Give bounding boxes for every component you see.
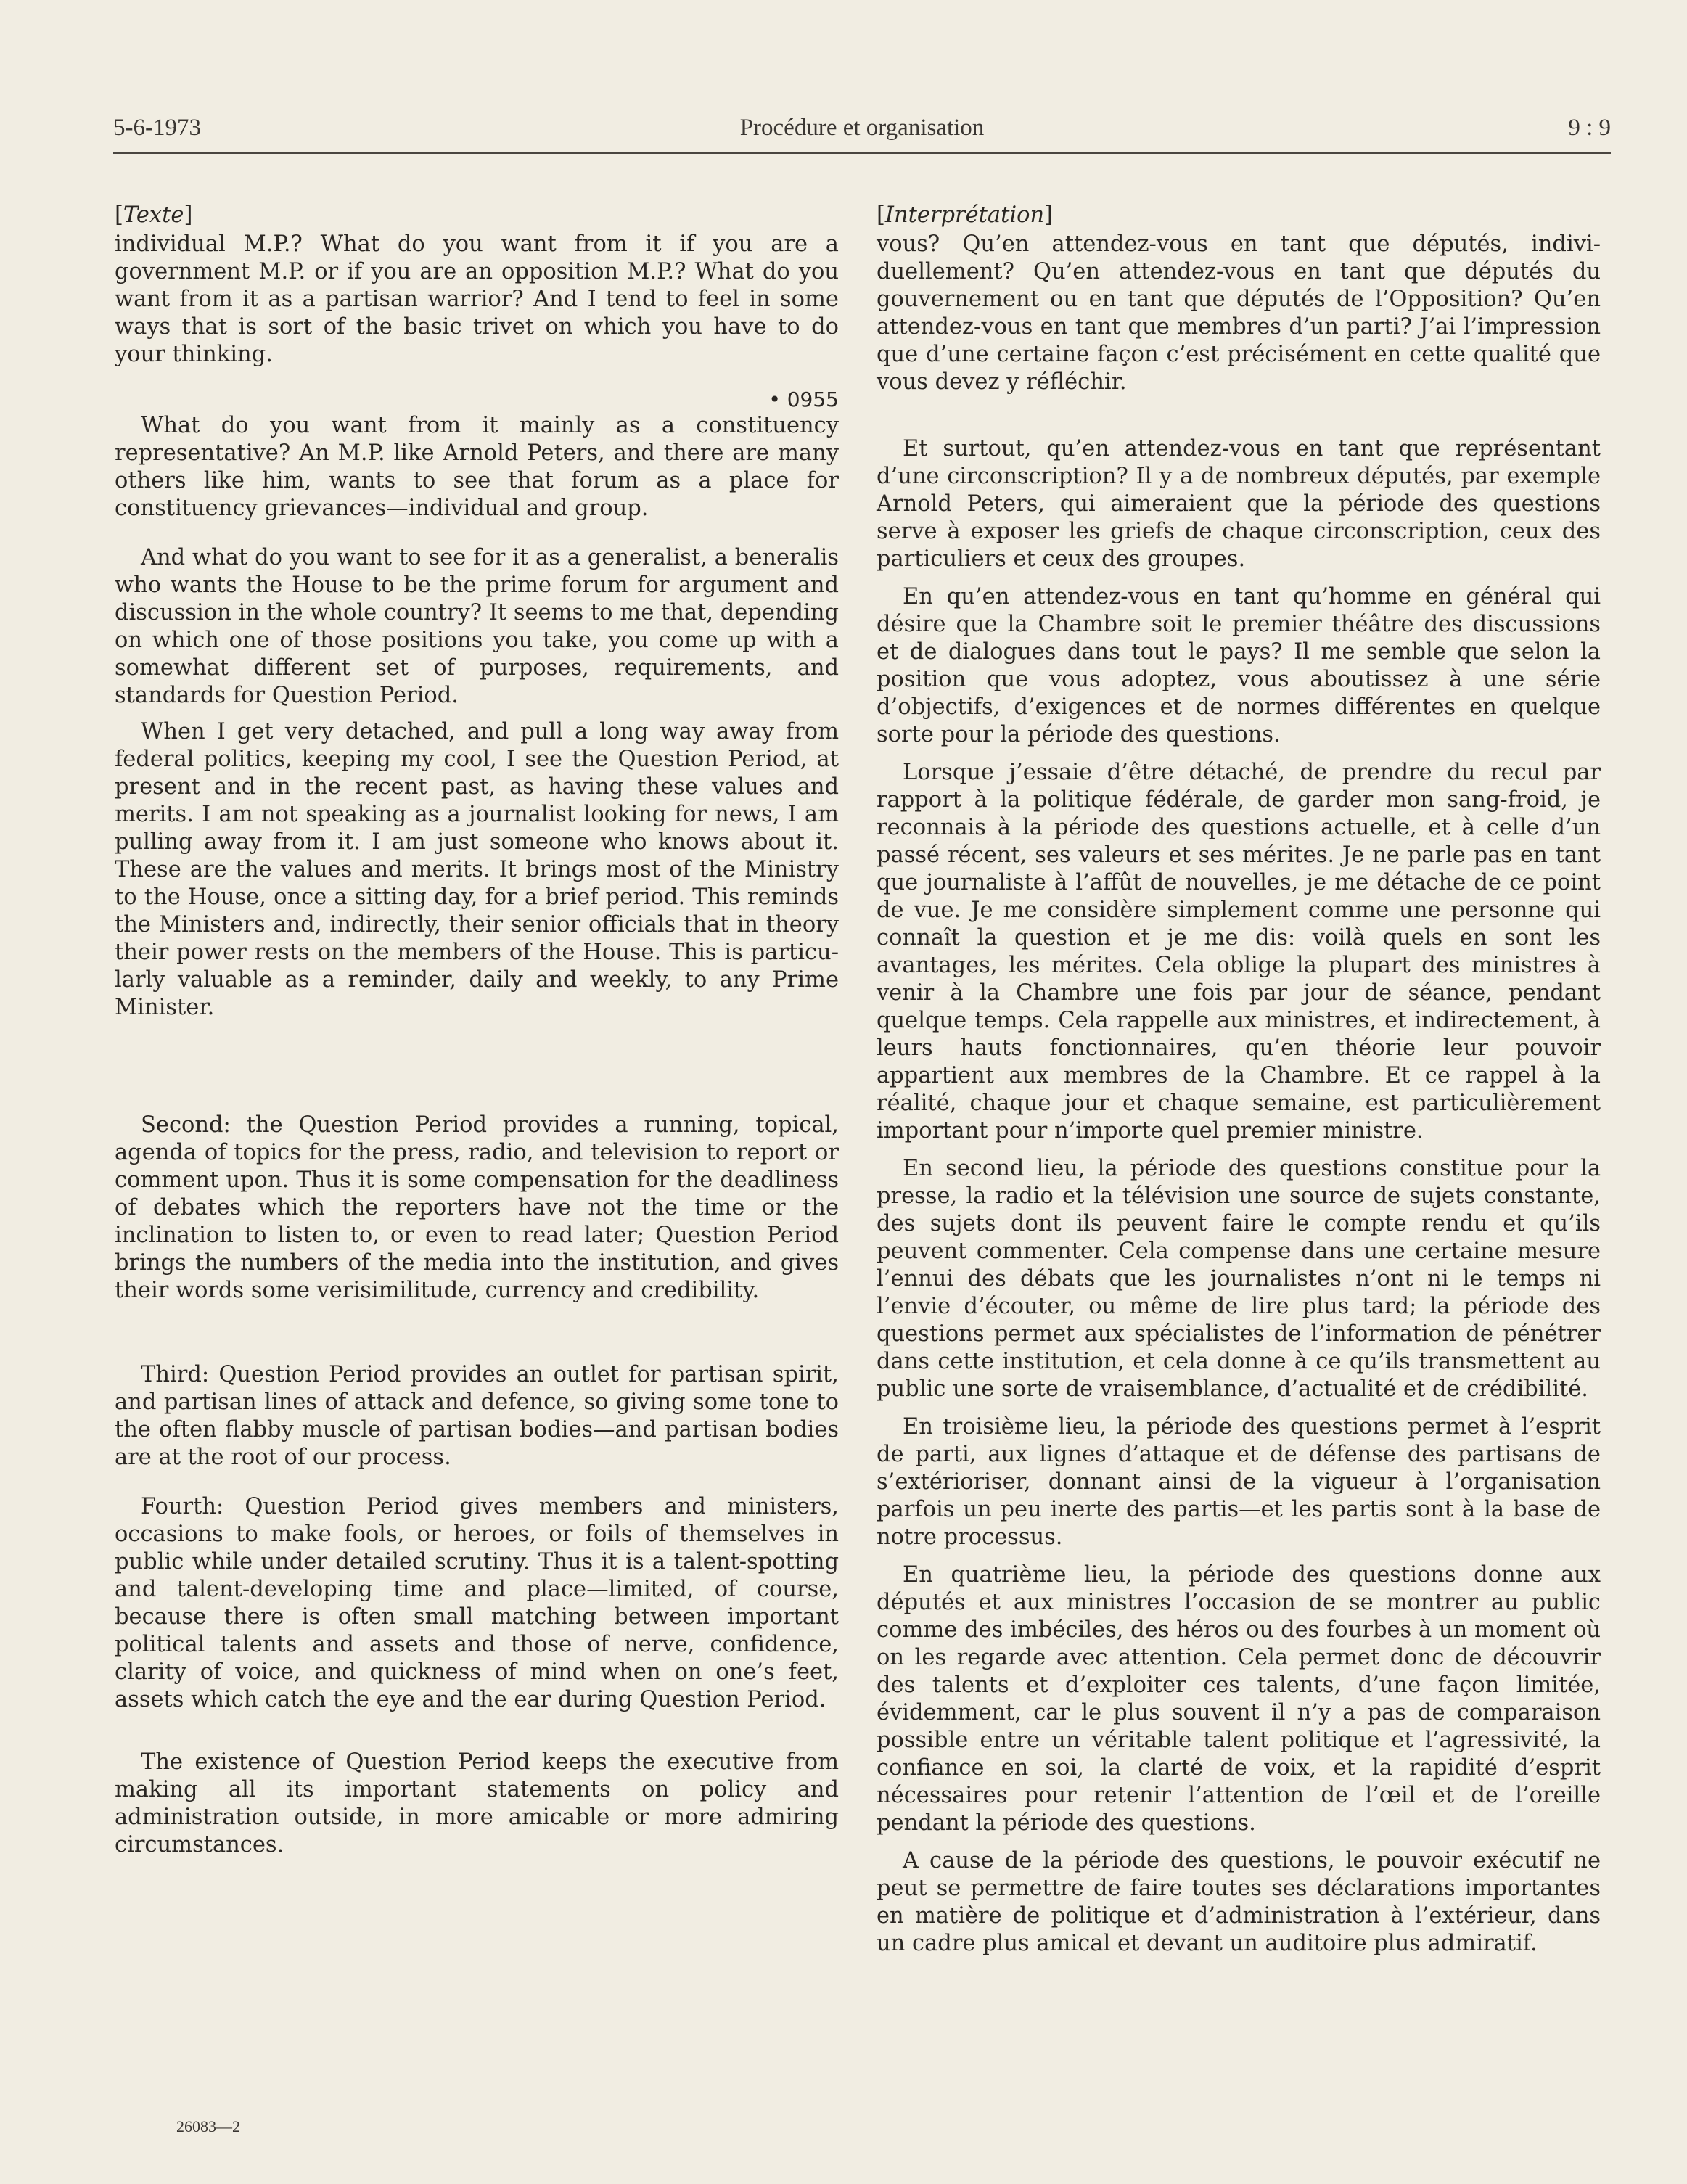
paragraph: Second: the Question Period provides a running, topical, agenda of topics for the press, radio, and television to report or comment upon. Thus it is some compensation for the deadliness of debates which the reporters have not the time or the inclination to listen to, or even to read later; Question Period brings the numbers of the media into the institution, and gives their words some verisimilitude, currency and credibility. bbox=[115, 1112, 839, 1303]
footer-code: 26083—2 bbox=[176, 2117, 240, 2135]
column-label-interpretation: [Interprétation] bbox=[877, 202, 1054, 228]
paragraph: When I get very detached, and pull a long way away from federal politics, keeping my cool, I see the Question Period, at present and in the recent past, as having these values and merits. I am not speaking as a journalist looking for news, I am pulling away from it. I am just someone who knows about it. These are the values and merits. It brings most of the Ministry to the House, once a sitting day, for a brief period. This reminds the Ministers and, indirectly, their senior officials that in theory their power rests on the members of the House. This is particularly valuable as a reminder, daily and weekly, to any Prime Minister. bbox=[115, 719, 839, 1020]
paragraph: En troisième lieu, la période des questions permet à l’esprit de parti, aux lignes d’attaque et de défense des partisans de s’extérioriser, donnant ainsi de la vigueur à l’organisation parfois un peu inerte des partis—et les partis sont à la base de notre processus. bbox=[877, 1414, 1601, 1550]
page-header bbox=[113, 115, 1611, 149]
paragraph: Fourth: Question Period gives members and ministers, occasions to make fools, or heroes, or foils of themselves in public while under detailed scrutiny. Thus it is a talent-spotting and talent-developing time and place—limited, of course, because there is often small matching between important political talents and assets and those of nerve, confidence, clarity of voice, and quickness of mind when on one’s feet, assets which catch the eye and the ear during Question Period. bbox=[115, 1494, 839, 1712]
paragraph: A cause de la période des questions, le pouvoir exécutif ne peut se permettre de faire toutes ses déclarations importantes en matière de politique et d’administration à l’extérieur, dans un cadre plus amical et devant un auditoire plus admiratif. bbox=[877, 1848, 1601, 1956]
paragraph: Et surtout, qu’en attendez-vous en tant que représentant d’une circonscription? Il y a de nombreux députés, par exemple Arnold Peters, qui aimeraient que la période des questions serve à exposer les griefs de chaque circonscription, ceux des particuliers et ceux des groupes. bbox=[877, 436, 1601, 572]
header-page-number: 9 : 9 bbox=[1568, 115, 1611, 141]
paragraph: individual M.P.? What do you want from it if you are a government M.P. or if you are an opposition M.P.? What do you want from it as a partisan warrior? And I tend to feel in some ways that is sort of the basic trivet on which you have to do your thinking. bbox=[115, 231, 839, 367]
header-rule bbox=[113, 152, 1611, 154]
paragraph: The existence of Question Period keeps the executive from making all its important statements on policy and administration outside, in more amicable or more admiring circumstances. bbox=[115, 1749, 839, 1857]
french-column bbox=[877, 202, 1601, 1958]
paragraph: En qu’en attendez-vous en tant qu’homme en général qui désire que la Chambre soit le premier théâtre des discussions et de dialogues dans tout le pays? Il me semble que selon la position que vous adoptez, vous aboutissez à une série d’objectifs, d’exigences et de normes différentes en quelque sorte pour la période des questions. bbox=[877, 584, 1601, 747]
paragraph: And what do you want to see for it as a generalist, a beneralis who wants the House to be the prime forum for argument and discussion in the whole country? It seems to me that, depending on which one of those positions you take, you come up with a somewhat different set of purposes, requirements, and standards for Question Period. bbox=[115, 545, 839, 708]
time-marker: • 0955 bbox=[768, 387, 839, 411]
paragraph: En quatrième lieu, la période des questions donne aux députés et aux ministres l’occasion de se montrer au public comme des imbéciles, des héros ou des fourbes à un moment où on les regarde avec attention. Cela permet donc de découvrir des talents et d’exploiter ces talents, d’une façon limitée, évidemment, car le plus souvent il n’y a pas de comparaison possible entre un véritable talent politique et l’agressivité, la confiance en soi, la clarté de voix, et la rapidité d’esprit nécessaires pour retenir l’attention de l’œil et de l’oreille pendant la période des questions. bbox=[877, 1562, 1601, 1836]
column-label-texte: [Texte] bbox=[115, 202, 193, 228]
paragraph: vous? Qu’en attendez-vous en tant que députés, individuellement? Qu’en attendez-vous en tant que députés du gouvernement ou en tant que députés de l’Opposition? Qu’en attendez-vous en tant que membres d’un parti? J’ai l’impression que d’une certaine façon c’est précisément en cette qualité que vous devez y réfléchir. bbox=[877, 231, 1601, 395]
paragraph: Lorsque j’essaie d’être détaché, de prendre du recul par rapport à la politique fédérale, de garder mon sang-froid, je reconnais à la période des questions actuelle, et à celle d’un passé récent, ses valeurs et ses mérites. Je ne parle pas en tant que journaliste à l’affût de nouvelles, je me détache de ce point de vue. Je me considère simplement comme une personne qui connaît la question et je me dis: voilà quels en sont les avantages, les mérites. Cela oblige la plupart des ministres à venir à la Chambre une fois par jour de séance, pendant quelque temps. Cela rappelle aux ministres, et indirectement, à leurs hauts fonctionnaires, qu’en théorie leur pouvoir appartient aux membres de la Chambre. Et ce rappel à la réalité, chaque jour et chaque semaine, est particulièrement important pour n’importe quel premier ministre. bbox=[877, 760, 1601, 1144]
paragraph: Third: Question Period provides an outlet for partisan spirit, and partisan lines of attack and defence, so giving some tone to the often flabby muscle of partisan bodies—and partisan bodies are at the root of our process. bbox=[115, 1362, 839, 1470]
paragraph: En second lieu, la période des questions constitue pour la presse, la radio et la télévision une source de sujets constante, des sujets dont ils peuvent faire le compte rendu et qu’ils peuvent commenter. Cela compense dans une certaine mesure l’ennui des débats que les journalistes n’ont ni le temps ni l’envie d’écouter, ou même de lire plus tard; la période des questions permet aux spécialistes de l’information de pénétrer dans cette institution, et cela donne à ce qu’ils transmettent au public une sorte de vraisemblance, d’actualité et de crédibilité. bbox=[877, 1156, 1601, 1402]
header-date: 5-6-1973 bbox=[113, 115, 201, 141]
header-title: Procédure et organisation bbox=[739, 115, 985, 141]
paragraph: What do you want from it mainly as a constituency representative? An M.P. like Arnold Peters, and there are many others like him, wants to see that forum as a place for constituency grievances—individual and group. bbox=[115, 413, 839, 521]
english-column bbox=[115, 202, 839, 1859]
